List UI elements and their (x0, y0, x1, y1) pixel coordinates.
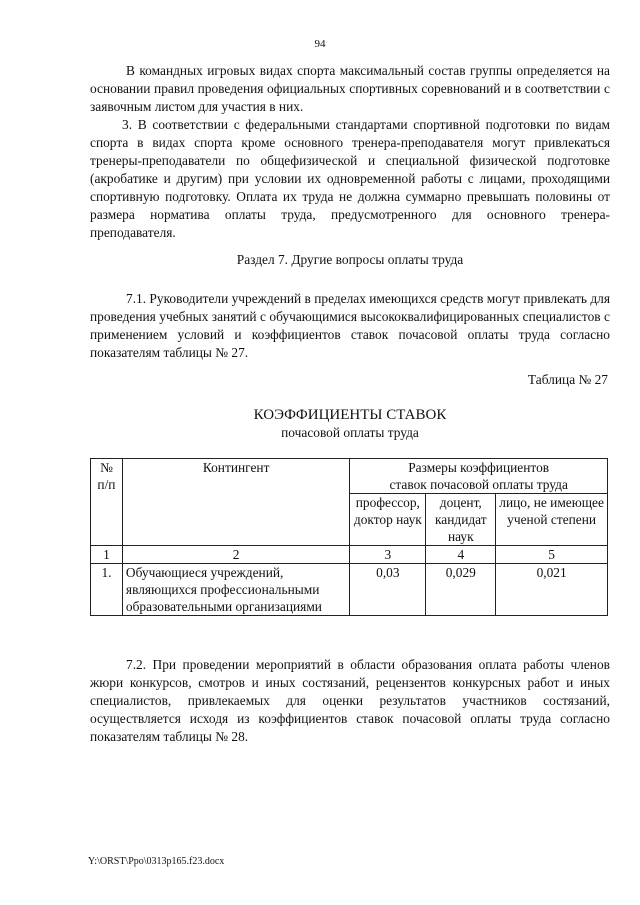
table-title: КОЭФФИЦИЕНТЫ СТАВОК (253, 407, 447, 423)
paragraph-7-1: 7.1. Руководители учреждений в пределах имеющихся средств могут привлекать для проведения учебных занятий с обучающимися высококвалифицированных специалистов с применением условий и коэффициентов ставок почасовой оплаты труда согласно показателям таблицы № 27. (90, 291, 610, 360)
table-subtitle: почасовой оплаты труда (281, 425, 419, 440)
table-row (91, 564, 608, 616)
row-number: 1. (91, 564, 123, 616)
column-number: 2 (122, 546, 349, 564)
section-7-title: Раздел 7. Другие вопросы оплаты труда (236, 252, 464, 267)
file-path-footer: Y:\ORST\Ppo\0313p165.f23.docx (88, 856, 225, 867)
page-number: 94 (314, 38, 326, 50)
header-number: № п/п (91, 459, 123, 546)
column-number: 4 (426, 546, 496, 564)
coefficients-table (90, 458, 608, 616)
header-coefficient-sizes: Размеры коэффициентов ставок почасовой оплаты труда (350, 459, 608, 494)
table-header-row (91, 459, 608, 494)
column-number-row (91, 546, 608, 564)
row-no-degree-value: 0,021 (496, 564, 608, 616)
header-docent: доцент, кандидат наук (426, 494, 496, 546)
row-contingent: Обучающиеся учреждений, являющихся профессиональными образовательными организациями (122, 564, 349, 616)
table-label: Таблица № 27 (527, 372, 608, 387)
row-docent-value: 0,029 (426, 564, 496, 616)
header-no-degree: лицо, не имеющее ученой степени (496, 494, 608, 546)
column-number: 5 (496, 546, 608, 564)
header-professor: профессор, доктор наук (350, 494, 426, 546)
paragraph-3: 3. В соответствии с федеральными стандартами спортивной подготовки по видам спорта в видах спорта кроме основного тренера-преподавателя могут привлекаться тренеры-преподаватели по общефизической и специальной физической подготовке (акробатике и другим) при условии их одновременной работы с лицами, проходящими спортивную подготовку. Оплата их труда не должна суммарно превышать половины от размера норматива оплаты труда, предусмотренного для основного тренера-преподавателя. (90, 117, 610, 240)
paragraph-7-2: 7.2. При проведении мероприятий в области образования оплата работы членов жюри конкурсов, смотров и иных состязаний, рецензентов конкурсных работ и иных специалистов, привлекаемых для оценки результатов участников состязаний, осуществляется исходя из коэффициентов ставок почасовой оплаты труда согласно показателям таблицы № 28. (90, 657, 610, 744)
row-professor-value: 0,03 (350, 564, 426, 616)
column-number: 3 (350, 546, 426, 564)
header-contingent: Контингент (122, 459, 349, 546)
paragraph-team-sports: В командных игровых видах спорта максимальный состав группы определяется на основании правил проведения официальных спортивных соревнований и в соответствии с заявочным листом для участия в них. (90, 63, 610, 114)
column-number: 1 (91, 546, 123, 564)
